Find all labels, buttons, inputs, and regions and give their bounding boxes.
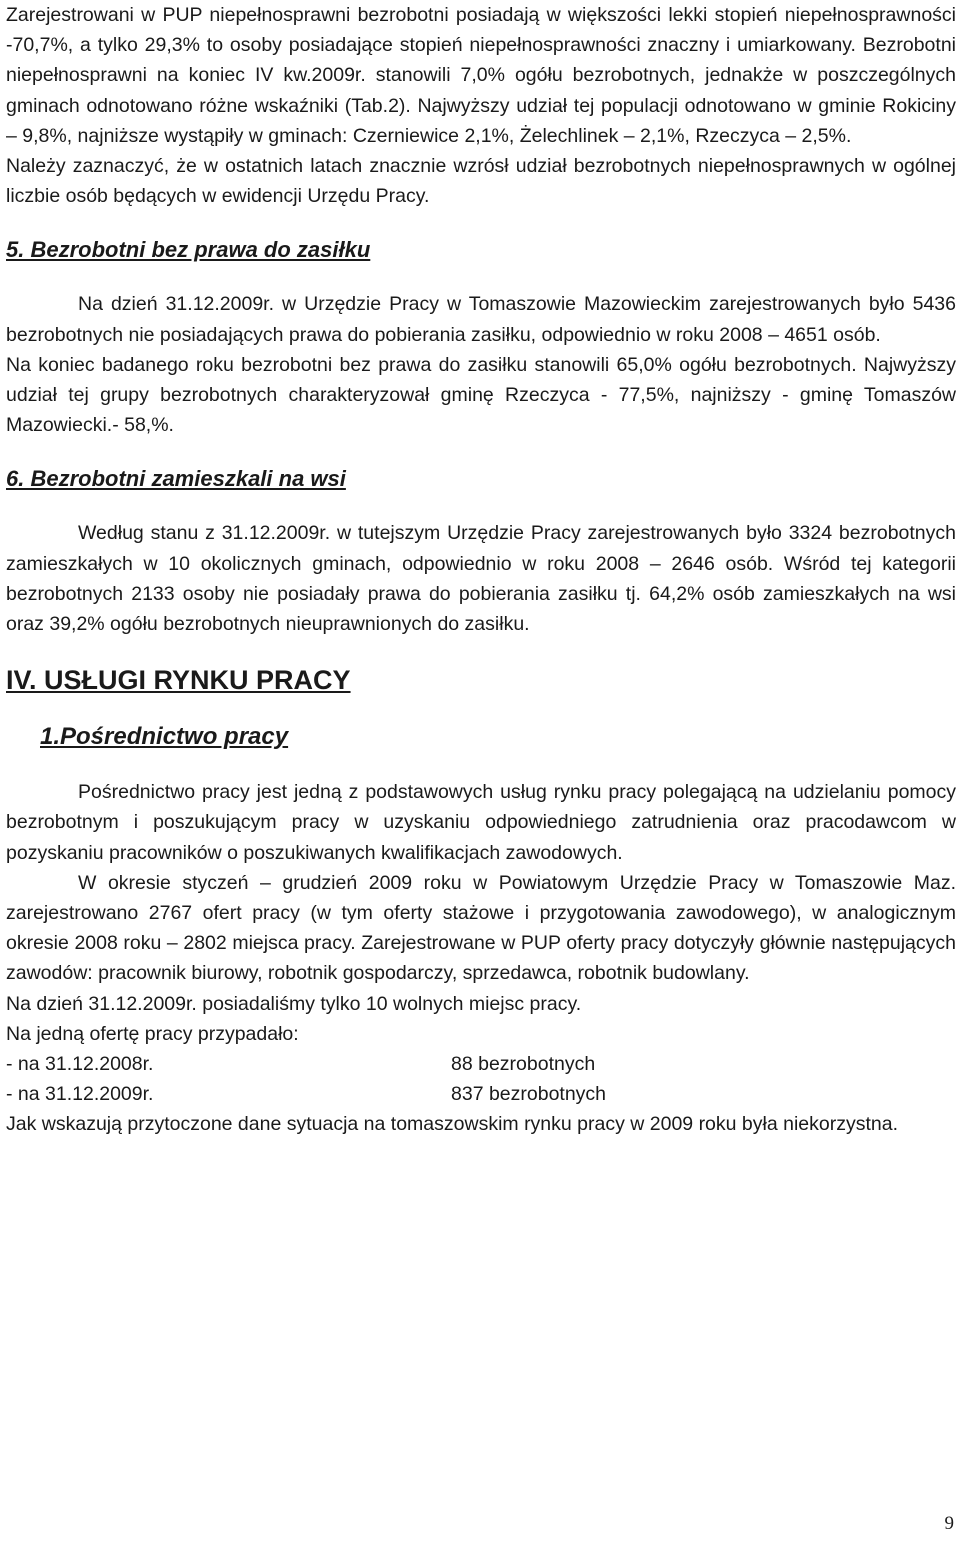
chapter-4-heading: IV. USŁUGI RYNKU PRACY	[6, 665, 351, 696]
per-offer-row-label: - na 31.12.2009r.	[6, 1083, 154, 1106]
paragraph-vacancies: Na dzień 31.12.2009r. posiadaliśmy tylko 10 wolnych miejsc pracy.	[6, 992, 582, 1015]
per-offer-row	[0, 1049, 960, 1079]
paragraph-disabled-share-growth: Należy zaznaczyć, że w ostatnich latach znacznie wzrósł udział bezrobotnych niepełnosprawnych w ogólnej liczbie osób będących w ewidencji Urzędu Pracy.	[6, 155, 956, 208]
page-number: 9	[944, 1513, 954, 1534]
paragraph-per-offer-intro: Na jedną ofertę pracy przypadało:	[6, 1022, 299, 1045]
section-6-heading: 6. Bezrobotni zamieszkali na wsi	[6, 466, 346, 492]
paragraph-job-placement-definition: Pośrednictwo pracy jest jedną z podstawowych usług rynku pracy polegającą na udzielaniu pomocy bezrobotnym i poszukującym pracy w uzyskaniu odpowiedniego zatrudnienia oraz pracodawcom w pozyskaniu pracowników o poszukiwanych kwalifikacjach zawodowych.	[6, 781, 956, 864]
per-offer-row-value: 837 bezrobotnych	[451, 1083, 607, 1106]
paragraph-job-offers-2009: W okresie styczeń – grudzień 2009 roku w Powiatowym Urzędzie Pracy w Tomaszowie Maz. zarejestrowano 2767 ofert pracy (w tym oferty stażowe i przygotowania zawodowego), w analogicznym okresie 2008 roku – 2802 miejsca pracy. Zarejestrowane w PUP oferty pracy dotyczyły głównie następujących zawodów: pracownik biurowy, robotnik gospodarczy, sprzedawca, robotnik budowlany.	[6, 871, 956, 985]
section-5-heading: 5. Bezrobotni bez prawa do zasiłku	[6, 237, 371, 263]
paragraph-no-benefit-share: Na koniec badanego roku bezrobotni bez prawa do zasiłku stanowili 65,0% ogółu bezrobotnych. Najwyższy udział tej grupy bezrobotnych charakteryzował gminę Rzeczyca - 77,5%, najniższy - gminę Tomaszów Mazowiecki.- 58,%.	[6, 353, 956, 437]
paragraph-disabled-unemployed: Zarejestrowani w PUP niepełnosprawni bezrobotni posiadają w większości lekki stopień niepełnosprawności -70,7%, a tylko 29,3% to osoby posiadające stopień niepełnosprawności znaczny i umiarkowany. Bezrobotni niepełnosprawni na koniec IV kw.2009r. stanowili 7,0% ogółu bezrobotnych, jednakże w poszczególnych gminach odnotowano różne wskaźniki (Tab.2). Najwyższy udział tej populacji odnotowano w gminie Rokiciny – 9,8%, najniższe wystąpiły w gminach: Czerniewice 2,1%, Żelechlinek – 2,1%, Rzeczyca – 2,5%.	[6, 4, 956, 147]
subsection-1-heading: 1.Pośrednictwo pracy	[40, 723, 289, 751]
paragraph-no-benefit-count: Na dzień 31.12.2009r. w Urzędzie Pracy w Tomaszowie Mazowieckim zarejestrowanych było 5436 bezrobotnych nie posiadających prawa do pobierania zasiłku, odpowiednio w roku 2008 – 4651 osób.	[6, 293, 956, 346]
per-offer-row-value: 88 bezrobotnych	[451, 1053, 596, 1076]
paragraph-conclusion: Jak wskazują przytoczone dane sytuacja na tomaszowskim rynku pracy w 2009 roku była niekorzystna.	[6, 1113, 898, 1136]
per-offer-row	[0, 1079, 960, 1109]
per-offer-row-label: - na 31.12.2008r.	[6, 1053, 154, 1076]
paragraph-rural-unemployed: Według stanu z 31.12.2009r. w tutejszym Urzędzie Pracy zarejestrowanych było 3324 bezrobotnych zamieszkałych w 10 okolicznych gminach, odpowiednio w roku 2008 – 2646 osób. Wśród tej kategorii bezrobotnych 2133 osoby nie posiadały prawa do pobierania zasiłku tj. 64,2% osób zamieszkałych na wsi oraz 39,2% ogółu bezrobotnych nieuprawnionych do zasiłku.	[6, 522, 956, 636]
